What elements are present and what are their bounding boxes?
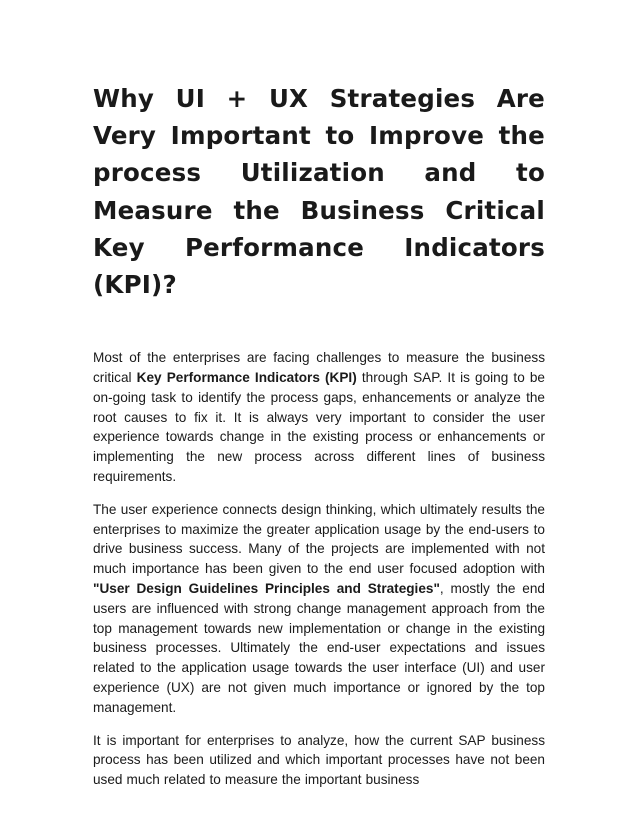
paragraph-kpi-challenges	[93, 348, 545, 487]
paragraph-text: Most of the enterprises are facing challenges to measure the business critical	[93, 350, 545, 386]
document-page	[93, 80, 545, 803]
paragraph-text: through SAP. It is going to be on-going task to identify the process gaps, enhancements or analyze the root causes to fix it. It is always very important to consider the user experience towards change in the existing process or enhancements or implementing the new process across different lines of business requirements.	[93, 370, 545, 484]
bold-guidelines-term: "User Design Guidelines Principles and Strategies"	[93, 580, 440, 596]
document-title: Why UI + UX Strategies Are Very Important to Improve the process Utilization and to Measure the Business Critical Key Performance Indicators (KPI)?	[93, 84, 545, 300]
paragraph-process-analysis	[93, 731, 545, 790]
paragraph-text: The user experience connects design thinking, which ultimately results the enterprises to maximize the greater application usage by the end-users to drive business success. Many of the projects are implemented with not much importance has been given to the end user focused adoption with	[93, 501, 545, 577]
paragraph-text: , mostly the end users are influenced with strong change management approach from the top management towards new implementation or change in the existing business processes. Ultimately the end-user expectations and issues related to the application usage towards the user interface (UI) and user experience (UX) are not given much importance or ignored by the top management.	[93, 580, 545, 715]
bold-kpi-term: Key Performance Indicators (KPI)	[136, 370, 357, 386]
paragraph-user-experience	[93, 500, 545, 718]
paragraph-text: It is important for enterprises to analyze, how the current SAP business process has been utilized and which important processes have not been used much related to measure the important business	[93, 732, 545, 788]
